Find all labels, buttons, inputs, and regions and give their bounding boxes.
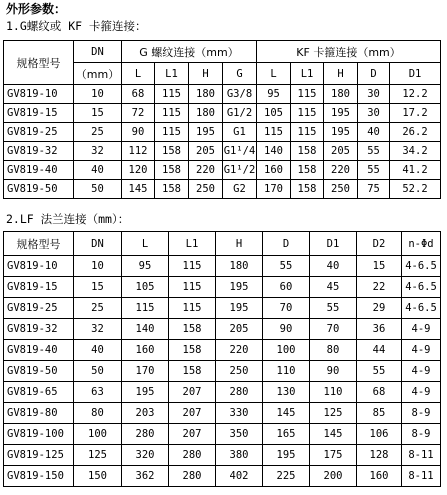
model-cell: GV819-32 xyxy=(4,142,74,161)
table-cell: 55 xyxy=(357,361,402,382)
table-cell: G1/2 xyxy=(223,104,257,123)
table-cell: 195 xyxy=(324,123,358,142)
table-cell: 170 xyxy=(257,180,291,199)
model-cell: GV819-100 xyxy=(4,424,74,445)
table-cell: 207 xyxy=(169,403,216,424)
table-cell: 140 xyxy=(122,319,169,340)
table-header-row xyxy=(4,41,441,63)
column-header: L xyxy=(122,232,169,256)
table-cell: 4-9 xyxy=(402,382,441,403)
table-row xyxy=(4,403,441,424)
column-header: D2 xyxy=(357,232,402,256)
table-cell: 8-11 xyxy=(402,445,441,466)
table-cell: 29 xyxy=(357,298,402,319)
column-header: D xyxy=(263,232,310,256)
table-cell: 280 xyxy=(216,382,263,403)
table-cell: 180 xyxy=(216,256,263,277)
column-group-header-kf-clamp: KF 卡箍连接（mm） xyxy=(257,41,441,63)
table-cell: 55 xyxy=(358,142,390,161)
column-header: DN xyxy=(74,232,122,256)
table-cell: 90 xyxy=(122,123,155,142)
section-title-threaded-kf: 1.G螺纹或 KF 卡箍连接： xyxy=(6,19,147,33)
table-cell: 68 xyxy=(122,85,155,104)
table-row xyxy=(4,180,441,199)
table-row xyxy=(4,319,441,340)
table-cell: 165 xyxy=(263,424,310,445)
model-cell: GV819-65 xyxy=(4,382,74,403)
flange-dimensions-table xyxy=(3,231,441,487)
model-cell: GV819-15 xyxy=(4,104,74,123)
table-cell: 105 xyxy=(257,104,291,123)
table-cell: 115 xyxy=(169,256,216,277)
table-cell: G1¹/2 xyxy=(223,161,257,180)
table-cell: 50 xyxy=(74,180,122,199)
column-header-kf-d: D xyxy=(358,63,390,85)
table-cell: 280 xyxy=(169,445,216,466)
table-cell: 195 xyxy=(216,298,263,319)
table-cell: 220 xyxy=(324,161,358,180)
table-cell: 85 xyxy=(357,403,402,424)
column-header: D1 xyxy=(310,232,357,256)
table-cell: 140 xyxy=(257,142,291,161)
table-cell: 158 xyxy=(169,319,216,340)
table-cell: 50 xyxy=(74,361,122,382)
table-cell: 380 xyxy=(216,445,263,466)
table-cell: 70 xyxy=(263,298,310,319)
table-cell: 115 xyxy=(155,123,189,142)
table-cell: 4-6.5 xyxy=(402,277,441,298)
table-row xyxy=(4,445,441,466)
table-cell: 60 xyxy=(263,277,310,298)
table-cell: 15 xyxy=(74,277,122,298)
table-row xyxy=(4,382,441,403)
table-cell: 250 xyxy=(216,361,263,382)
table-cell: 15 xyxy=(357,256,402,277)
table-cell: 220 xyxy=(216,340,263,361)
table-cell: 280 xyxy=(169,466,216,487)
model-cell: GV819-80 xyxy=(4,403,74,424)
table-cell: G1 xyxy=(223,123,257,142)
table-cell: 158 xyxy=(291,142,324,161)
column-header: H xyxy=(216,232,263,256)
table-cell: 25 xyxy=(74,123,122,142)
table-row xyxy=(4,123,441,142)
table-cell: 145 xyxy=(122,180,155,199)
table-cell: 158 xyxy=(169,340,216,361)
section-title-flange: 2.LF 法兰连接（mm）： xyxy=(6,212,130,226)
table-cell: 80 xyxy=(74,403,122,424)
model-cell: GV819-40 xyxy=(4,161,74,180)
table-cell: 120 xyxy=(122,161,155,180)
table-header-row xyxy=(4,232,441,256)
column-header-g-h: H xyxy=(189,63,223,85)
table-cell: 8-11 xyxy=(402,466,441,487)
table-cell: 170 xyxy=(122,361,169,382)
table-cell: 4-9 xyxy=(402,340,441,361)
table-cell: 55 xyxy=(263,256,310,277)
table-cell: 55 xyxy=(310,298,357,319)
column-header-kf-l1: L1 xyxy=(291,63,324,85)
table-cell: 55 xyxy=(358,161,390,180)
column-header-dn-unit: （mm） xyxy=(74,63,122,85)
table-row xyxy=(4,361,441,382)
model-cell: GV819-50 xyxy=(4,361,74,382)
table-cell: 90 xyxy=(310,361,357,382)
table-cell: 115 xyxy=(291,104,324,123)
table-cell: 110 xyxy=(263,361,310,382)
table-row xyxy=(4,424,441,445)
table-row xyxy=(4,104,441,123)
table-cell: 195 xyxy=(122,382,169,403)
table-cell: 207 xyxy=(169,424,216,445)
table-cell: 10 xyxy=(74,85,122,104)
table-cell: 105 xyxy=(122,277,169,298)
table-cell: 160 xyxy=(257,161,291,180)
table-cell: 280 xyxy=(122,424,169,445)
table-cell: 180 xyxy=(189,85,223,104)
table-cell: 80 xyxy=(310,340,357,361)
table-cell: 158 xyxy=(291,161,324,180)
table-cell: 220 xyxy=(189,161,223,180)
table-cell: 30 xyxy=(358,104,390,123)
table-cell: 40 xyxy=(310,256,357,277)
table-cell: 402 xyxy=(216,466,263,487)
table-cell: 125 xyxy=(74,445,122,466)
table-cell: 100 xyxy=(263,340,310,361)
table-cell: 32 xyxy=(74,319,122,340)
table-cell: 145 xyxy=(263,403,310,424)
table-cell: 106 xyxy=(357,424,402,445)
table-row xyxy=(4,161,441,180)
table-cell: 195 xyxy=(263,445,310,466)
table-row xyxy=(4,466,441,487)
table-cell: 12.2 xyxy=(390,85,441,104)
table-cell: G3/8 xyxy=(223,85,257,104)
table-cell: 4-9 xyxy=(402,361,441,382)
table-cell: 115 xyxy=(169,298,216,319)
table-cell: 40 xyxy=(74,340,122,361)
table-cell: 125 xyxy=(310,403,357,424)
table-cell: 115 xyxy=(291,123,324,142)
table-cell: 158 xyxy=(169,361,216,382)
table-cell: 160 xyxy=(122,340,169,361)
table-cell: 195 xyxy=(216,277,263,298)
table-cell: 45 xyxy=(310,277,357,298)
table-cell: 90 xyxy=(263,319,310,340)
table-cell: 195 xyxy=(324,104,358,123)
table-cell: 158 xyxy=(155,180,189,199)
table-cell: 115 xyxy=(169,277,216,298)
table-cell: 115 xyxy=(257,123,291,142)
table-cell: 112 xyxy=(122,142,155,161)
table-cell: 145 xyxy=(310,424,357,445)
table-row xyxy=(4,85,441,104)
table-cell: 115 xyxy=(291,85,324,104)
table-cell: 32 xyxy=(74,142,122,161)
table-cell: 41.2 xyxy=(390,161,441,180)
table-cell: 195 xyxy=(189,123,223,142)
model-cell: GV819-10 xyxy=(4,256,74,277)
table-row xyxy=(4,277,441,298)
table-cell: 130 xyxy=(263,382,310,403)
model-cell: GV819-25 xyxy=(4,298,74,319)
column-group-header-g-thread: G 螺纹连接（mm） xyxy=(122,41,257,63)
table-cell: 22 xyxy=(357,277,402,298)
table-cell: G2 xyxy=(223,180,257,199)
table-cell: 34.2 xyxy=(390,142,441,161)
column-header: L1 xyxy=(169,232,216,256)
threaded-kf-dimensions-table xyxy=(3,40,441,199)
table-cell: 95 xyxy=(257,85,291,104)
column-header-dn: DN xyxy=(74,41,122,63)
column-header: 规格型号 xyxy=(4,232,74,256)
table-cell: 175 xyxy=(310,445,357,466)
table-cell: 8-9 xyxy=(402,424,441,445)
column-header: n-Φd xyxy=(402,232,441,256)
table-cell: 225 xyxy=(263,466,310,487)
table-cell: 10 xyxy=(74,256,122,277)
table-cell: 160 xyxy=(357,466,402,487)
table-row xyxy=(4,142,441,161)
table-cell: 158 xyxy=(155,161,189,180)
table-cell: 95 xyxy=(122,256,169,277)
table-cell: 75 xyxy=(358,180,390,199)
page-heading: 外形参数： xyxy=(6,2,67,16)
table-cell: G1¹/4 xyxy=(223,142,257,161)
column-header-g-g: G xyxy=(223,63,257,85)
table-cell: 68 xyxy=(357,382,402,403)
table-cell: 330 xyxy=(216,403,263,424)
table-cell: 350 xyxy=(216,424,263,445)
table-cell: 158 xyxy=(291,180,324,199)
table-cell: 36 xyxy=(357,319,402,340)
table-cell: 4-6.5 xyxy=(402,298,441,319)
table-cell: 362 xyxy=(122,466,169,487)
table-cell: 70 xyxy=(310,319,357,340)
table-cell: 110 xyxy=(310,382,357,403)
column-header-kf-h: H xyxy=(324,63,358,85)
table-cell: 72 xyxy=(122,104,155,123)
model-cell: GV819-125 xyxy=(4,445,74,466)
table-cell: 205 xyxy=(324,142,358,161)
table-cell: 205 xyxy=(189,142,223,161)
table-cell: 25 xyxy=(74,298,122,319)
table-cell: 26.2 xyxy=(390,123,441,142)
table-cell: 200 xyxy=(310,466,357,487)
table-cell: 180 xyxy=(324,85,358,104)
model-cell: GV819-10 xyxy=(4,85,74,104)
table-row xyxy=(4,298,441,319)
table-cell: 150 xyxy=(74,466,122,487)
table-row xyxy=(4,340,441,361)
table-cell: 63 xyxy=(74,382,122,403)
table-cell: 4-9 xyxy=(402,319,441,340)
table-cell: 8-9 xyxy=(402,403,441,424)
table-cell: 4-6.5 xyxy=(402,256,441,277)
table-cell: 52.2 xyxy=(390,180,441,199)
column-header-g-l1: L1 xyxy=(155,63,189,85)
table-cell: 115 xyxy=(155,104,189,123)
column-header-g-l: L xyxy=(122,63,155,85)
table-cell: 207 xyxy=(169,382,216,403)
table-cell: 158 xyxy=(155,142,189,161)
model-cell: GV819-150 xyxy=(4,466,74,487)
column-header-kf-d1: D1 xyxy=(390,63,441,85)
model-cell: GV819-15 xyxy=(4,277,74,298)
table-cell: 128 xyxy=(357,445,402,466)
model-cell: GV819-50 xyxy=(4,180,74,199)
table-cell: 205 xyxy=(216,319,263,340)
table-cell: 100 xyxy=(74,424,122,445)
model-cell: GV819-32 xyxy=(4,319,74,340)
table-cell: 250 xyxy=(189,180,223,199)
table-cell: 203 xyxy=(122,403,169,424)
table-cell: 15 xyxy=(74,104,122,123)
table-cell: 250 xyxy=(324,180,358,199)
table-cell: 115 xyxy=(155,85,189,104)
table-cell: 40 xyxy=(358,123,390,142)
table-cell: 44 xyxy=(357,340,402,361)
table-cell: 30 xyxy=(358,85,390,104)
model-cell: GV819-40 xyxy=(4,340,74,361)
model-cell: GV819-25 xyxy=(4,123,74,142)
column-header-model: 规格型号 xyxy=(4,41,74,85)
table-cell: 115 xyxy=(122,298,169,319)
table-cell: 180 xyxy=(189,104,223,123)
table-row xyxy=(4,256,441,277)
table-cell: 17.2 xyxy=(390,104,441,123)
table-cell: 320 xyxy=(122,445,169,466)
table-cell: 40 xyxy=(74,161,122,180)
column-header-kf-l: L xyxy=(257,63,291,85)
